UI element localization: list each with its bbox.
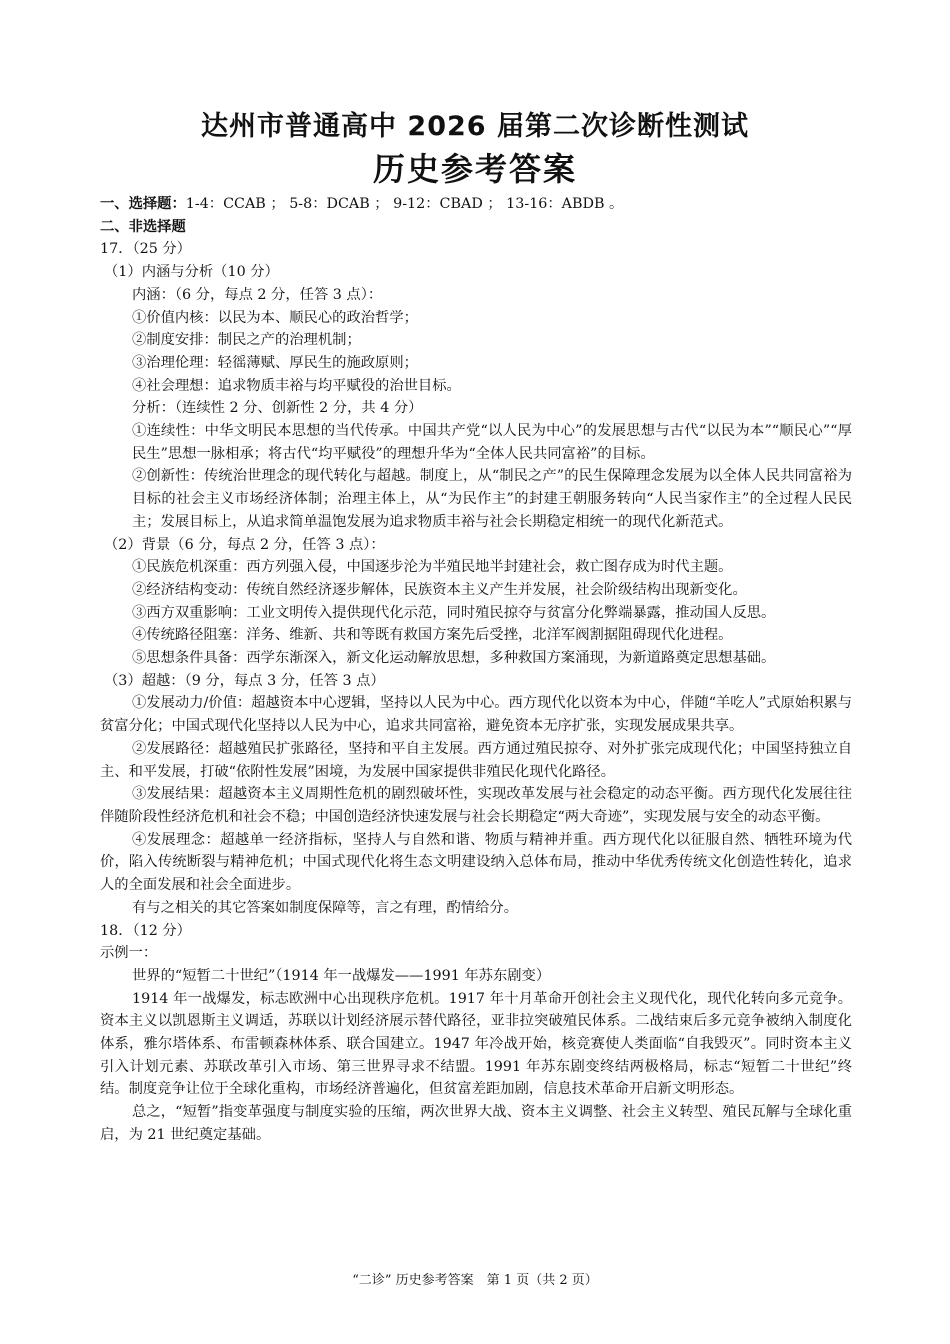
page-subtitle: 历史参考答案	[372, 150, 577, 188]
beijing-item: ②经济结构变动：传统自然经济逐步解体，民族资本主义产生并发展，社会阶级结构出现新变化。	[132, 581, 747, 598]
neihan-item: ①价值内核：以民为本、顺民心的政治哲学；	[132, 309, 418, 326]
beijing-item: ③西方双重影响：工业文明传入提供现代化示范，同时殖民掠夺与贫富分化弊端暴露，推动国人反思。	[132, 604, 776, 621]
q17-part1-head: （1）内涵与分析（10 分）	[104, 264, 279, 281]
page-footer: “二诊” 历史参考答案 第 1 页（共 2 页）	[352, 1273, 598, 1288]
section-choice	[100, 193, 852, 216]
page-title: 达州市普通高中 2026 届第二次诊断性测试	[201, 111, 749, 142]
q18-head: 18．（12 分）	[100, 922, 191, 939]
section-choice-label: 一、选择题：	[100, 196, 186, 212]
section-nonchoice-label: 二、非选择题	[100, 218, 186, 235]
chaoyue-item: ④发展理念：超越单一经济指标，坚持人与自然和谐、物质与精神并重。西方现代化以征服自然、牺牲环境为代价，陷入传统断裂与精神危机；中国式现代化将生态文明建设纳入总体布局，推动中华优秀传统文化创造性转化，追求人的全面发展和社会全面进步。	[100, 831, 852, 894]
q18-paragraph: 1914 年一战爆发，标志欧洲中心出现秩序危机。1917 年十月革命开创社会主义现代化，现代化转向多元竞争。资本主义以凯恩斯主义调适，苏联以计划经济展示替代路径，亚非拉突破殖民体系。二战结束后多元竞争被纳入制度化体系，雅尔塔体系、布雷顿森林体系、联合国建立。1947 年冷战开始，核竞赛使人类面临“自我毁灭”。同时资本主义引入计划元素、苏联改革引入市场、第三世界寻求不结盟。1991 年苏东剧变终结两极格局，标志“短暂二十世纪”终结。制度竞争让位于全球化重构，市场经济普遍化，但贫富差距加剧，信息技术革命开启新文明形态。	[100, 990, 852, 1098]
chaoyue-item: ①发展动力/价值：超越资本中心逻辑，坚持以人民为中心。西方现代化以资本为中心，伴随“羊吃人”式原始积累与贫富分化；中国式现代化坚持以人民为中心，追求共同富裕，避免资本无序扩张，实现发展成果共享。	[100, 695, 852, 735]
q17-part2-head: （2）背景（6 分，每点 2 分，任答 3 点）：	[104, 536, 385, 553]
neihan-item: ③治理伦理：轻徭薄赋、厚民生的施政原则；	[132, 354, 418, 371]
q17-part3-head: （3）超越：（9 分，每点 3 分，任答 3 点）	[104, 672, 385, 689]
q17-note: 有与之相关的其它答案如制度保障等，言之有理，酌情给分。	[132, 899, 519, 916]
fenxi-item: ①连续性：中华文明民本思想的当代传承。中国共产党“以人民为中心”的发展思想与古代“以民为本”“顺民心”“厚民生”思想一脉相承；将古代“均平赋役”的理想升华为“全体人民共同富裕”的目标。	[132, 423, 852, 462]
fenxi-head: 分析：（连续性 2 分、创新性 2 分，共 4 分）	[132, 400, 423, 417]
neihan-item: ④社会理想：追求物质丰裕与均平赋役的治世目标。	[132, 377, 461, 394]
beijing-item: ⑤思想条件具备：西学东渐深入，新文化运动解放思想，多种救国方案涌现，为新道路奠定思想基础。	[132, 650, 776, 667]
chaoyue-item: ②发展路径：超越殖民扩张路径，坚持和平自主发展。西方通过殖民掠夺、对外扩张完成现代化；中国坚持独立自主、和平发展，打破“依附性发展”困境，为发展中国家提供非殖民化现代化路径。	[100, 740, 852, 780]
choice-answers: 1-4：CCAB ； 5-8：DCAB ； 9-12：CBAD ； 13-16：ABDB 。	[185, 196, 624, 212]
beijing-item: ①民族危机深重：西方列强入侵，中国逐步沦为半殖民地半封建社会，救亡图存成为时代主题。	[132, 559, 733, 576]
chaoyue-item: ③发展结果：超越资本主义周期性危机的剧烈破坏性，实现改革发展与社会稳定的动态平衡。西方现代化发展往往伴随阶段性经济危机和社会不稳；中国创造经济快速发展与社会长期稳定“两大奇迹”，实现发展与安全的动态平衡。	[100, 786, 852, 825]
q18-paragraph: 总之，“短暂”指变革强度与制度实验的压缩，两次世界大战、资本主义调整、社会主义转型、殖民瓦解与全球化重启，为 21 世纪奠定基础。	[100, 1104, 852, 1143]
q17-head: 17．（25 分）	[100, 241, 191, 258]
answer-body	[100, 193, 852, 1147]
beijing-item: ④传统路径阻塞：洋务、维新、共和等既有救国方案先后受挫，北洋军阀割据阻碍现代化进程。	[132, 627, 733, 644]
neihan-item: ②制度安排：制民之产的治理机制；	[132, 332, 361, 349]
q18-example-label: 示例一：	[100, 945, 158, 962]
neihan-head: 内涵：（6 分，每点 2 分，任答 3 点）：	[132, 286, 383, 303]
q18-topic: 世界的“短暂二十世纪”（1914 年一战爆发——1991 年苏东剧变）	[132, 967, 551, 984]
fenxi-item: ②创新性：传统治世理念的现代转化与超越。制度上，从“制民之产”的民生保障理念发展为以全体人民共同富裕为目标的社会主义市场经济体制；治理主体上，从“为民作主”的封建王朝服务转向“人民当家作主”的全过程人民民主；发展目标上，从追求简单温饱发展为追求物质丰裕与社会长期稳定相统一的现代化新范式。	[132, 468, 852, 530]
